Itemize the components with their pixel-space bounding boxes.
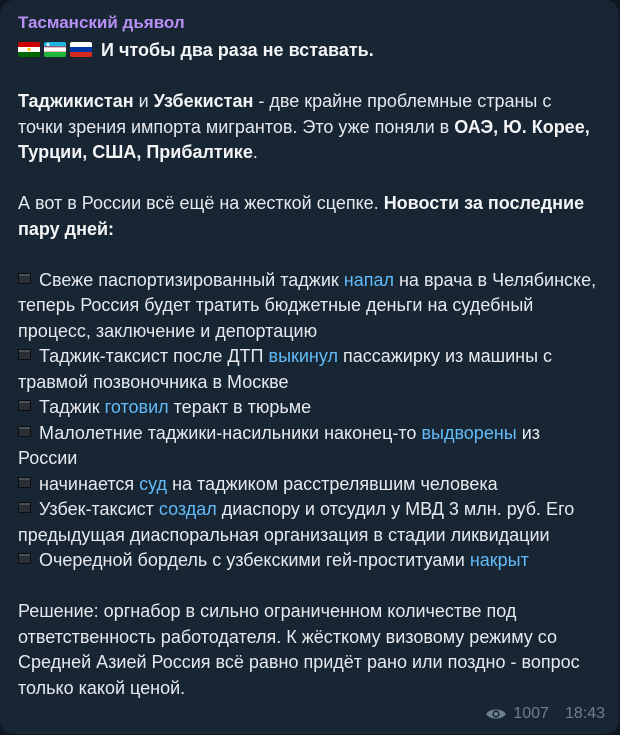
news-text: пассажирку из машины с травмой позвоночника в Москве: [18, 346, 553, 392]
black-square-bullet-icon: [18, 502, 31, 513]
news-link[interactable]: суд: [139, 473, 168, 494]
news-item: [18, 472, 601, 498]
country-tajikistan: Таджикистан: [18, 91, 134, 111]
message-time: 18:43: [564, 705, 605, 722]
news-link[interactable]: выдворены: [421, 422, 517, 443]
views-count: 1007: [513, 705, 549, 722]
news-text: Свеже паспортизированный таджик: [39, 269, 344, 290]
news-text: Малолетние таджики-насильники наконец-то: [39, 422, 422, 443]
news-item: [18, 268, 601, 345]
eye-icon: [485, 707, 507, 721]
news-text: диаспору и отсудил у МВД 3 млн. руб. Его предыдущая диаспоральная организация в стадии ликвидации: [18, 499, 575, 545]
news-text: на врача в Челябинске, теперь Россия будет тратить бюджетные деньги на судебный процесс, заключение и депортацию: [18, 269, 597, 341]
intro-end: .: [252, 142, 258, 162]
news-item: [18, 395, 601, 421]
intro-text: - две крайне проблемные страны с точки зрения импорта мигрантов. Это уже поняли в: [18, 91, 552, 137]
message-meta: [485, 704, 605, 724]
news-link[interactable]: создал: [158, 499, 217, 519]
news-item: [18, 548, 601, 574]
message-header: [18, 38, 601, 64]
black-square-bullet-icon: [18, 400, 31, 411]
news-link[interactable]: готовил: [104, 397, 169, 417]
message-text: [18, 38, 601, 701]
black-square-bullet-icon: [18, 349, 31, 360]
news-text: на таджиком расстрелявшим человека: [167, 473, 498, 494]
news-link[interactable]: накрыт: [469, 550, 529, 570]
russia-flag-icon: [70, 42, 92, 57]
russia-text: А вот в России всё ещё на жесткой сцепке.: [18, 193, 384, 213]
news-item: [18, 497, 601, 548]
news-text: Узбек-таксист: [39, 499, 159, 519]
news-text: из России: [18, 422, 541, 468]
paragraph-intro: [18, 89, 601, 166]
message-title: И чтобы два раза не вставать.: [101, 40, 374, 60]
news-link[interactable]: напал: [343, 269, 394, 290]
news-text: Таджик: [39, 397, 105, 417]
news-text: Таджик-таксист после ДТП: [39, 346, 269, 366]
news-heading: Новости за последние пару дней:: [18, 193, 585, 239]
news-item: [18, 344, 601, 395]
news-item: [18, 421, 601, 472]
black-square-bullet-icon: [18, 426, 31, 437]
news-list: [18, 268, 601, 574]
paragraph-russia: [18, 191, 601, 242]
news-text: начинается: [39, 473, 140, 494]
tajikistan-flag-icon: [18, 42, 40, 57]
uzbekistan-flag-icon: [44, 42, 66, 57]
conclusion-text: Решение: оргнабор в сильно ограниченном количестве под ответственность работодателя. К жёсткому визовому режиму со Средней Азией Россия всё равно придёт рано или поздно - вопрос только какой ценой.: [18, 601, 580, 698]
countries-list: ОАЭ, Ю. Корее, Турции, США, Прибалтике: [18, 116, 590, 162]
black-square-bullet-icon: [18, 553, 31, 564]
news-text: теракт в тюрьме: [168, 397, 312, 417]
text-and: и: [133, 91, 154, 111]
channel-name[interactable]: Тасманский дьявол: [18, 13, 185, 32]
country-uzbekistan: Узбекистан: [153, 91, 254, 111]
black-square-bullet-icon: [18, 477, 31, 488]
black-square-bullet-icon: [18, 273, 31, 284]
news-link[interactable]: выкинул: [268, 346, 338, 366]
news-text: Очередной бордель с узбекскими гей-проституами: [39, 550, 470, 570]
